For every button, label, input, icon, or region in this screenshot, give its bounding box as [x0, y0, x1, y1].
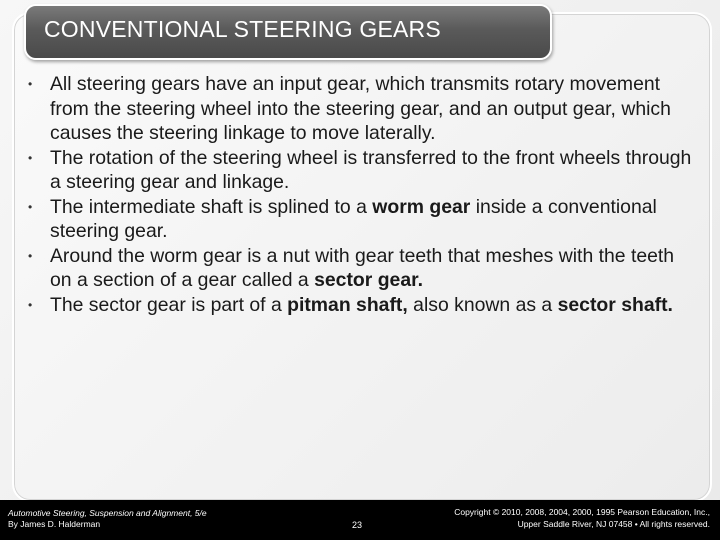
bullet-icon: •: [28, 297, 33, 312]
bullet-text: also known as a: [407, 293, 558, 316]
bullet-key-term: sector gear.: [314, 269, 423, 291]
bullet-icon: •: [28, 77, 33, 91]
bullet-text: The intermediate shaft is splined to a: [50, 195, 373, 218]
bullet-list: [24, 72, 696, 317]
bullet-icon: •: [28, 248, 33, 263]
bullet-item: [24, 244, 696, 293]
bullet-key-term: worm gear: [372, 195, 471, 218]
footer-book-title: Automotive Steering, Suspension and Alignment, 5/e: [8, 508, 207, 518]
bullet-icon: •: [28, 199, 33, 214]
bullet-text: The sector gear is part of a: [50, 293, 288, 316]
slide-title: CONVENTIONAL STEERING GEARS: [44, 16, 441, 42]
bullet-item: [24, 72, 696, 146]
bullet-item: [24, 293, 696, 318]
bullet-icon: •: [28, 150, 33, 165]
footer-bar: [0, 500, 720, 540]
footer-copyright: [454, 506, 710, 530]
bullet-item: [24, 146, 696, 195]
footer-author: By James D. Halderman: [8, 519, 101, 529]
copyright-line-1: Copyright © 2010, 2008, 2004, 2000, 1995 Pearson Education, Inc.,: [454, 507, 710, 517]
bullet-item: [24, 195, 696, 244]
bullet-text: inside a conventional steering gear.: [50, 195, 657, 242]
bullet-text: Around the worm gear is a nut with gear teeth that meshes with the teeth on a section of a gear called a: [50, 244, 675, 291]
page-number: 23: [352, 520, 363, 530]
bullet-text: All steering gears have an input gear, which transmits rotary movement from the steering wheel into the steering gear, and an output gear, which causes the steering linkage to move laterally.: [50, 73, 671, 144]
bullet-text: The rotation of the steering wheel is transferred to the front wheels through a steering gear and linkage.: [50, 146, 692, 193]
footer-book-info: [8, 508, 207, 530]
copyright-line-2: Upper Saddle River, NJ 07458 • All rights reserved.: [517, 519, 710, 529]
bullet-key-term: pitman shaft,: [287, 293, 408, 316]
bullet-key-term: sector shaft.: [557, 293, 673, 316]
